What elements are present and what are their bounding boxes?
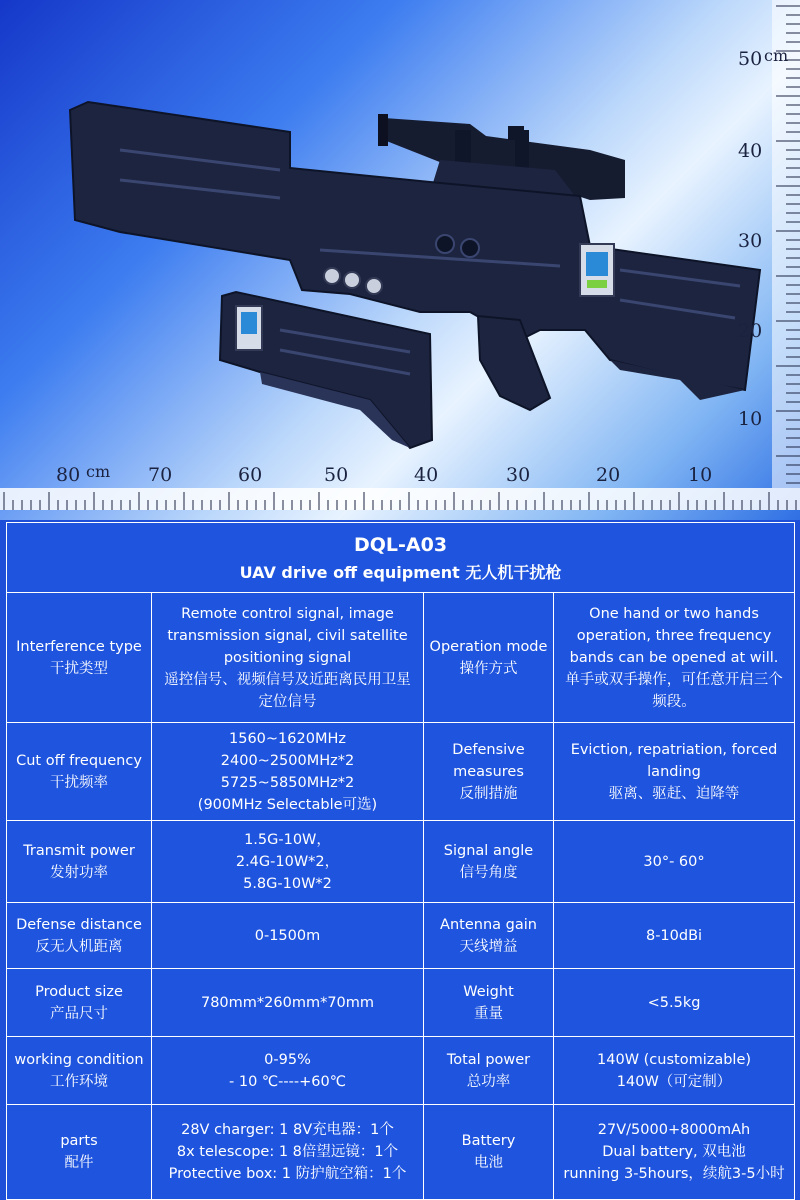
spec-label: [424, 723, 554, 821]
spec-value-line: Dual battery, 双电池: [602, 1144, 746, 1160]
spec-label-line: Defensive: [452, 741, 525, 758]
spec-value-line: bands can be opened at will.: [569, 649, 779, 666]
spec-value: [152, 1037, 424, 1105]
horizontal-ruler-label: 40: [414, 464, 439, 486]
spec-value: [554, 821, 795, 903]
vertical-ruler-label: 10: [738, 408, 763, 430]
spec-label-line: Transmit power: [23, 842, 135, 859]
spec-label-line: measures: [453, 763, 524, 780]
spec-value-line: 1560~1620MHz: [229, 730, 346, 747]
spec-value-line: 140W (customizable): [597, 1051, 752, 1068]
spec-label-line: Defense distance: [16, 916, 142, 933]
spec-value-line: 8-10dBi: [645, 927, 703, 944]
spec-value-line: 0-95%: [264, 1051, 311, 1068]
vertical-ruler-label: 30: [738, 230, 763, 252]
spec-label-line: 反无人机距离: [35, 938, 123, 955]
spec-label-line: Total power: [446, 1051, 531, 1068]
spec-table: [6, 522, 795, 1200]
vertical-ruler-unit: cm: [764, 46, 789, 65]
spec-value-line: <5.5kg: [647, 994, 701, 1011]
spec-value-line: transmission signal, civil satellite: [167, 627, 408, 644]
spec-value-line: 1.5G-10W，: [244, 831, 331, 848]
spec-label-line: 产品尺寸: [50, 1005, 108, 1022]
spec-label-line: 电池: [474, 1155, 503, 1171]
spec-label: [424, 969, 554, 1037]
battery-display-icon: [580, 244, 614, 296]
spec-label: [424, 593, 554, 723]
spec-label: [7, 903, 152, 969]
spec-label: [7, 723, 152, 821]
spec-label-line: working condition: [14, 1051, 144, 1068]
product-subtitle: UAV drive off equipment 无人机干扰枪: [239, 562, 562, 582]
spec-value-line: Remote control signal, image: [181, 605, 394, 622]
spec-value: [554, 969, 795, 1037]
table-row: [7, 1105, 795, 1200]
spec-value: [152, 969, 424, 1037]
spec-value-line: 8x telescope: 1 8倍望远镜：1个: [176, 1144, 399, 1160]
spec-label-line: 信号角度: [459, 864, 518, 881]
spec-label-line: Interference type: [16, 638, 142, 655]
spec-label-line: Weight: [463, 983, 514, 1000]
table-row: [7, 723, 795, 821]
vertical-ruler-label: 20: [738, 320, 763, 342]
spec-label: [7, 593, 152, 723]
table-header: [7, 523, 795, 593]
spec-label-line: Signal angle: [443, 842, 534, 859]
spec-value: [554, 1105, 795, 1200]
spec-label: [424, 821, 554, 903]
spec-value-line: 单手或双手操作，可任意开启三个: [565, 671, 783, 688]
table-row: [7, 969, 795, 1037]
spec-label-line: 反制措施: [459, 785, 518, 802]
spec-label-line: 发射功率: [50, 864, 108, 881]
spec-label-line: 干扰频率: [50, 774, 108, 791]
spec-label-line: 重量: [474, 1005, 503, 1022]
horizontal-ruler-label: 20: [596, 464, 621, 486]
spec-label-line: 操作方式: [459, 660, 518, 677]
spec-value-line: (900MHz Selectable可选): [197, 796, 378, 813]
horizontal-ruler-label: 10: [688, 464, 713, 486]
spec-value-line: landing: [647, 763, 701, 780]
spec-value-line: positioning signal: [223, 649, 352, 666]
spec-value-line: 30°- 60°: [643, 853, 705, 870]
spec-value: [152, 821, 424, 903]
spec-value-line: 5725~5850MHz*2: [220, 774, 355, 791]
spec-value-line: 遥控信号、视频信号及近距离民用卫星: [164, 671, 411, 688]
spec-value: [152, 723, 424, 821]
spec-label: [7, 969, 152, 1037]
spec-value-line: Protective box: 1 防护航空箱：1个: [168, 1166, 407, 1182]
spec-value-line: 27V/5000+8000mAh: [597, 1122, 751, 1138]
table-row: [7, 1037, 795, 1105]
spec-value-line: One hand or two hands: [589, 605, 759, 622]
spec-label-line: Operation mode: [429, 638, 548, 655]
spec-value: [152, 593, 424, 723]
spec-label-line: 天线增益: [459, 938, 518, 955]
spec-label-line: 配件: [64, 1155, 94, 1171]
vertical-ruler-label: 40: [738, 140, 763, 162]
spec-value: [152, 1105, 424, 1200]
table-row: [7, 903, 795, 969]
spec-label-line: parts: [60, 1133, 98, 1149]
spec-value-line: 驱离、驱赶、迫降等: [608, 785, 740, 802]
spec-value: [554, 1037, 795, 1105]
horizontal-ruler-label: 30: [506, 464, 531, 486]
spec-label: [424, 903, 554, 969]
spec-label-line: Battery: [461, 1133, 516, 1149]
spec-value-line: 5.8G-10W*2: [243, 875, 332, 892]
spec-label: [7, 821, 152, 903]
horizontal-ruler-label: 80: [56, 464, 81, 486]
spec-value-line: 2.4G-10W*2，: [235, 853, 340, 870]
spec-value-line: 定位信号: [258, 693, 317, 710]
spec-label: [424, 1105, 554, 1200]
spec-value: [554, 903, 795, 969]
spec-value-line: Eviction, repatriation, forced: [570, 741, 778, 758]
jammer-gun-illustration: [0, 0, 800, 520]
spec-label-line: Cut off frequency: [16, 752, 142, 769]
product-photo-area: [0, 0, 800, 520]
spec-value-line: 780mm*260mm*70mm: [200, 994, 375, 1011]
table-row: [7, 593, 795, 723]
spec-value-line: 0-1500m: [254, 927, 321, 944]
spec-value-line: 140W（可定制）: [616, 1073, 732, 1090]
spec-value-line: 频段。: [652, 693, 696, 710]
spec-value: [554, 723, 795, 821]
horizontal-ruler-unit: cm: [86, 462, 111, 481]
spec-label-line: 干扰类型: [50, 660, 108, 677]
spec-label-line: 工作环境: [50, 1073, 108, 1090]
spec-value-line: operation, three frequency: [576, 627, 772, 644]
spec-value-line: 2400~2500MHz*2: [220, 752, 355, 769]
spec-label-line: Antenna gain: [440, 916, 537, 933]
model-title: DQL-A03: [353, 533, 448, 556]
spec-value: [152, 903, 424, 969]
spec-label: [7, 1105, 152, 1200]
spec-value-line: - 10 ℃----+60℃: [229, 1073, 346, 1090]
horizontal-ruler-label: 60: [238, 464, 263, 486]
spec-label: [7, 1037, 152, 1105]
spec-label: [424, 1037, 554, 1105]
spec-value: [554, 593, 795, 723]
table-row: [7, 821, 795, 903]
spec-value-line: 28V charger: 1 8V充电器：1个: [181, 1122, 394, 1138]
horizontal-ruler-label: 50: [324, 464, 349, 486]
horizontal-ruler-label: 70: [148, 464, 173, 486]
spec-value-line: running 3-5hours，续航3-5小时: [563, 1166, 785, 1182]
spec-label-line: Product size: [35, 983, 123, 1000]
spec-label-line: 总功率: [466, 1073, 511, 1090]
vertical-ruler-label: 50: [738, 48, 763, 70]
